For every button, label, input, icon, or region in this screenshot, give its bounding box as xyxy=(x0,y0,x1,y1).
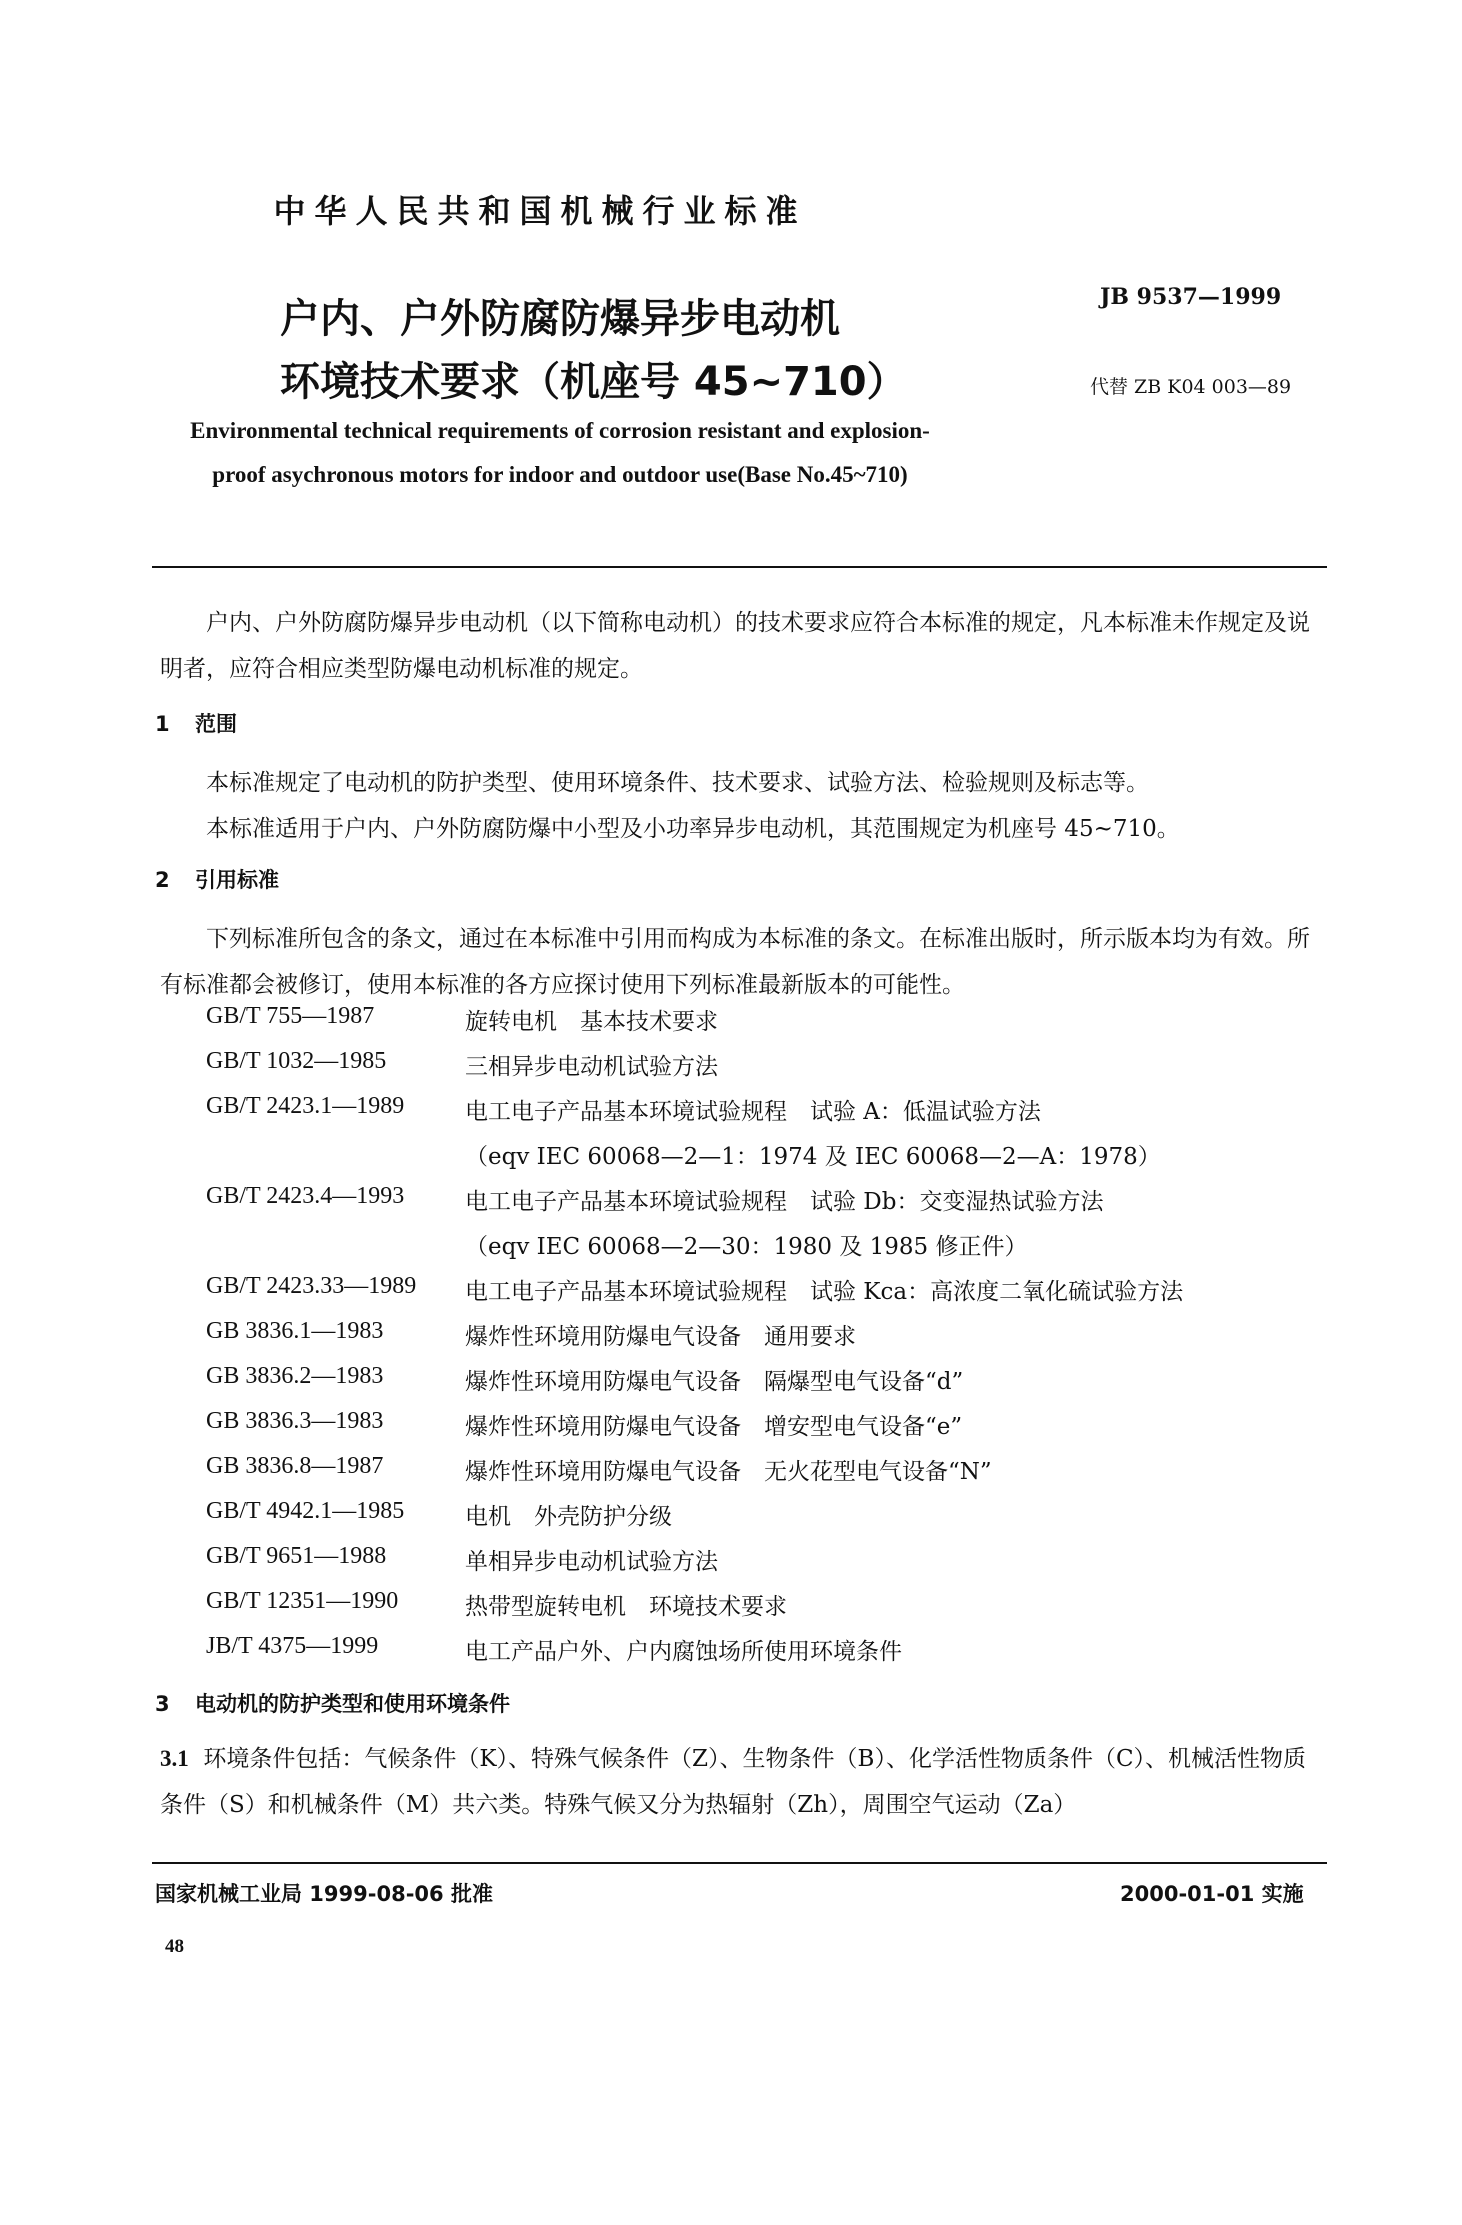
section-1-heading xyxy=(155,708,237,738)
reference-title: 爆炸性环境用防爆电气设备 隔爆型电气设备“d” xyxy=(465,1369,964,1395)
reference-code: GB/T 12351—1990 xyxy=(206,1588,399,1614)
section-3-1-text: 环境条件包括：气候条件（K）、特殊气候条件（Z）、生物条件（B）、化学活性物质条件（C）、机械活性物质条件（S）和机械条件（M）共六类。特殊气候又分为热辐射（Zh），周围空气运动（Za） xyxy=(160,1746,1307,1818)
reference-code: GB/T 2423.1—1989 xyxy=(206,1093,405,1119)
reference-title: 单相异步电动机试验方法 xyxy=(465,1549,718,1575)
reference-title: 电工产品户外、户内腐蚀场所使用环境条件 xyxy=(465,1639,902,1665)
standard-category: 中华人民共和国机械行业标准 xyxy=(273,192,807,230)
reference-item xyxy=(0,1363,1462,1403)
reference-item xyxy=(0,1228,1462,1268)
section-1-para1: 本标准规定了电动机的防护类型、使用环境条件、技术要求、试验方法、检验规则及标志等。 xyxy=(206,770,1149,796)
page-number: 48 xyxy=(165,1936,184,1957)
reference-item xyxy=(0,1633,1462,1673)
reference-item xyxy=(0,1003,1462,1043)
reference-title: 电机 外壳防护分级 xyxy=(465,1504,672,1530)
header-divider xyxy=(152,566,1327,568)
reference-title: 电工电子产品基本环境试验规程 试验 Db：交变湿热试验方法 xyxy=(465,1189,1104,1215)
reference-code: GB/T 1032—1985 xyxy=(206,1048,387,1074)
standard-number: JB 9537—1999 xyxy=(1100,284,1282,310)
reference-code: GB/T 4942.1—1985 xyxy=(206,1498,405,1524)
reference-code: GB 3836.3—1983 xyxy=(206,1408,384,1434)
reference-title: （eqv IEC 60068—2—1：1974 及 IEC 60068—2—A：1978） xyxy=(465,1144,1161,1170)
reference-code: GB/T 755—1987 xyxy=(206,1003,375,1029)
reference-item xyxy=(0,1048,1462,1088)
intro-paragraph: 户内、户外防腐防爆异步电动机（以下简称电动机）的技术要求应符合本标准的规定，凡本标准未作规定及说明者，应符合相应类型防爆电动机标准的规定。 xyxy=(160,610,1310,682)
section-2-title: 引用标准 xyxy=(195,868,279,892)
reference-item xyxy=(0,1543,1462,1583)
reference-title: 电工电子产品基本环境试验规程 试验 A：低温试验方法 xyxy=(465,1099,1041,1125)
reference-code: GB 3836.1—1983 xyxy=(206,1318,384,1344)
reference-item xyxy=(0,1498,1462,1538)
reference-item xyxy=(0,1138,1462,1178)
section-1-para2: 本标准适用于户内、户外防腐防爆中小型及小功率异步电动机，其范围规定为机座号 45~710。 xyxy=(206,816,1180,842)
chinese-title-line1: 户内、户外防腐防爆异步电动机 xyxy=(280,296,840,342)
approval-line: 国家机械工业局 1999-08-06 批准 xyxy=(155,1882,493,1906)
reference-title: （eqv IEC 60068—2—30：1980 及 1985 修正件） xyxy=(465,1234,1028,1260)
reference-title: 爆炸性环境用防爆电气设备 通用要求 xyxy=(465,1324,856,1350)
reference-title: 爆炸性环境用防爆电气设备 增安型电气设备“e” xyxy=(465,1414,963,1440)
reference-item xyxy=(0,1093,1462,1133)
section-1-number: 1 xyxy=(155,712,170,736)
english-title-line1: Environmental technical requirements of corrosion resistant and explosion- xyxy=(190,418,930,443)
reference-code: GB/T 2423.4—1993 xyxy=(206,1183,405,1209)
reference-title: 三相异步电动机试验方法 xyxy=(465,1054,718,1080)
reference-code: GB/T 2423.33—1989 xyxy=(206,1273,417,1299)
section-2-heading xyxy=(155,864,279,894)
reference-item xyxy=(0,1588,1462,1628)
footer-divider xyxy=(152,1862,1327,1864)
replaces-standard: 代替 ZB K04 003—89 xyxy=(1090,376,1292,398)
reference-title: 爆炸性环境用防爆电气设备 无火花型电气设备“N” xyxy=(465,1459,992,1485)
reference-item xyxy=(0,1318,1462,1358)
english-title-line2: proof asychronous motors for indoor and outdoor use(Base No.45~710) xyxy=(212,462,908,487)
implementation-date: 2000-01-01 实施 xyxy=(1120,1882,1304,1906)
section-3-number: 3 xyxy=(155,1692,170,1716)
reference-title: 旋转电机 基本技术要求 xyxy=(465,1009,718,1035)
section-3-title: 电动机的防护类型和使用环境条件 xyxy=(195,1692,510,1716)
reference-code: JB/T 4375—1999 xyxy=(206,1633,379,1659)
section-3-heading xyxy=(155,1688,510,1718)
section-1-title: 范围 xyxy=(195,712,237,736)
reference-code: GB 3836.8—1987 xyxy=(206,1453,384,1479)
section-3-1-paragraph xyxy=(160,1736,1325,1828)
reference-code: GB/T 9651—1988 xyxy=(206,1543,387,1569)
section-2-intro: 下列标准所包含的条文，通过在本标准中引用而构成为本标准的条文。在标准出版时，所示版本均为有效。所有标准都会被修订，使用本标准的各方应探讨使用下列标准最新版本的可能性。 xyxy=(160,926,1310,998)
reference-item xyxy=(0,1408,1462,1448)
reference-title: 热带型旋转电机 环境技术要求 xyxy=(465,1594,787,1620)
chinese-title-line2: 环境技术要求（机座号 45~710） xyxy=(280,359,907,405)
section-3-1-number: 3.1 xyxy=(160,1746,189,1771)
reference-item xyxy=(0,1183,1462,1223)
section-2-number: 2 xyxy=(155,868,170,892)
reference-item xyxy=(0,1273,1462,1313)
reference-code: GB 3836.2—1983 xyxy=(206,1363,384,1389)
reference-title: 电工电子产品基本环境试验规程 试验 Kca：高浓度二氧化硫试验方法 xyxy=(465,1279,1184,1305)
reference-item xyxy=(0,1453,1462,1493)
